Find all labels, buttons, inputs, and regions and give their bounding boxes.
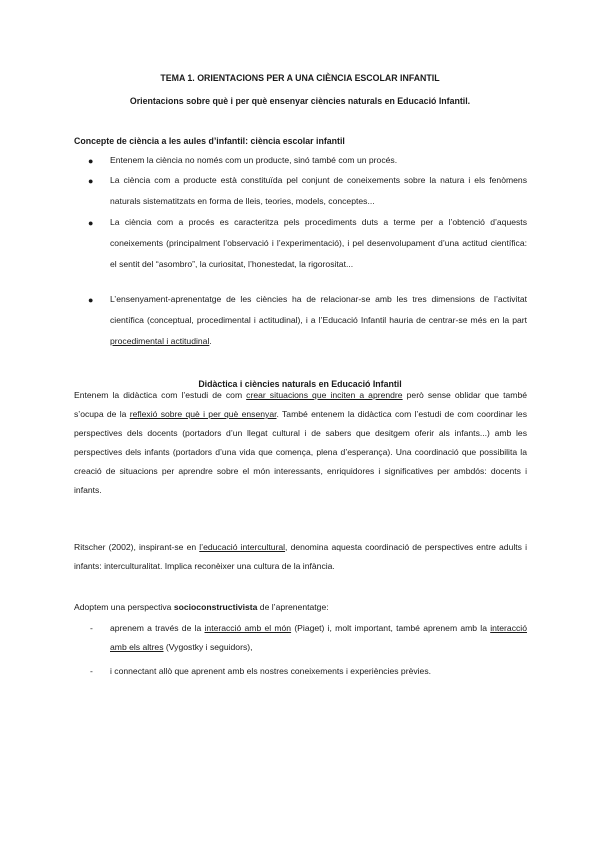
paragraph-didactics [74,386,527,500]
text-span: . També entenem la didàctica com l’estudi de com coordinar les perspectives dels docents (portadors d’un llegat cultural i de sabers que desitgem oferir als infants...) amb les perspectives dels infants (portadors d’una vida que comença, plena d’esperança). Una coordinació que possibilita la creació de situacions per aprendre sobre el món interessants, enriquidores i significatives per ambdós: docents i infants. [74,409,527,495]
text-span: aprenem a través de la [110,623,205,633]
bullet-dot-icon: ● [88,156,94,166]
section-heading-concept: Concepte de ciència a les aules d’infantil: ciència escolar infantil [74,136,345,146]
underlined-text: interacció amb els altres [110,623,527,652]
bullet-dot-icon: ● [88,218,94,228]
text-span: . [209,336,212,346]
bold-text: socioconstructivista [173,602,258,612]
underlined-text: crear situacions que inciten a aprendre [246,390,403,400]
underlined-text: procedimental i actitudinal [110,336,210,346]
dash-bullet-icon: - [90,666,93,676]
text-span: Ritscher (2002), inspirant-se en [74,542,200,552]
text-span: L’ensenyament-aprenentatge de les ciències ha de relacionar-se amb les tres dimensions de l’activitat científica (conceptual, procedimental i actitudinal), i a l’Educació Infantil hauria de centrar-se més en la part [110,294,527,325]
text-span: però sense oblidar que també s’ocupa de la [74,390,527,419]
text-span: Entenem la didàctica com l’estudi de com [74,390,247,400]
section-heading-didactics: Didàctica i ciències naturals en Educació Infantil [198,379,402,389]
list-item-text: La ciència com a producte està constituïda pel conjunt de coneixements sobre la natura i els fenòmens naturals sistematitzats en forma de lleis, teories, models, conceptes... [110,175,527,206]
document-subtitle: Orientacions sobre què i per què ensenyar ciències naturals en Educació Infantil. [129,96,471,106]
underlined-text: interacció amb el món [204,623,292,633]
paragraph-ritscher [74,538,527,576]
text-span: Adoptem una perspectiva [74,602,174,612]
list-item-text: Entenem la ciència no només com un producte, sinó també com un procés. [110,155,398,165]
bullet-dot-icon: ● [88,176,94,186]
list-item-text: La ciència com a procés es caracteritza pels procediments duts a terme per a l’obtenció d’aquests coneixements (principalment l’observació i l’experimentació), i pel desenvolupament d’una actitud científica: el sentit del “asombro”, la curiositat, l’honestedat, la rigorositat... [110,217,527,269]
list-item-text: i connectant allò que aprenent amb els nostres coneixements i experiències prèvies. [110,666,432,676]
text-span: de l’aprenentatge: [257,602,329,612]
underlined-text: reflexió sobre què i per què ensenyar [129,409,277,419]
bullet-dot-icon: ● [88,295,94,305]
underlined-text: l’educació intercultural [199,542,286,552]
list-item-text [110,289,527,352]
list-item-text [110,619,527,657]
paragraph-perspective [74,598,527,617]
dash-bullet-icon: - [90,623,93,633]
text-span: , denomina aquesta coordinació de perspectives entre adults i infants: interculturalitat. Implica reconèixer una cultura de la infància. [74,542,528,571]
text-span: (Vygostky i seguidors), [163,642,253,652]
document-title: TEMA 1. ORIENTACIONS PER A UNA CIÈNCIA ESCOLAR INFANTIL [160,73,440,83]
text-span: (Piaget) i, molt important, també aprenem amb la [291,623,491,633]
